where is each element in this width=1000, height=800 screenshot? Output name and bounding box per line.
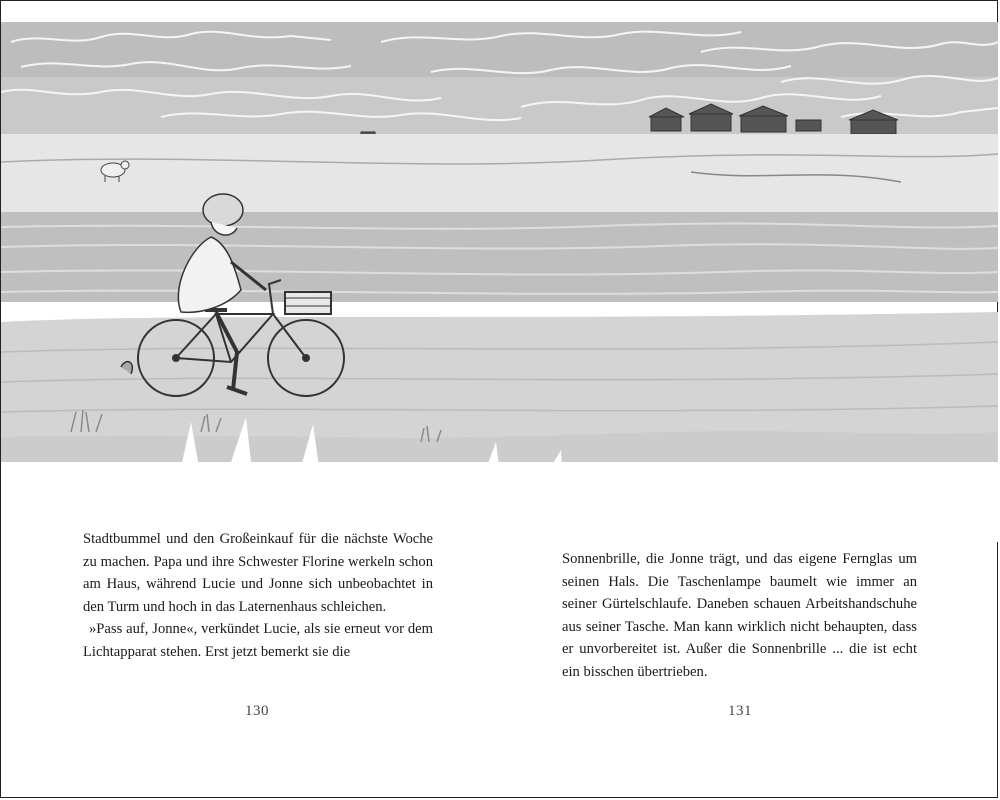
page-number-right: 131 [728,703,752,719]
paragraph: Sonnenbrille, die Jonne trägt, und das eigene Fernglas um seinen Hals. Die Taschenlampe baumelt wie immer an seiner Gürtelschlaufe. Daneben schauen Arbeitshandschuhe aus seiner Tasche. Man kann wirklich nicht behaupten, dass er unvorbereitet ist. Außer die Sonnenbrille ... die ist echt ein bisschen übertrieben. [562,551,917,680]
illustration-girl-on-bicycle [1,22,998,542]
left-page-text [83,528,433,663]
paragraph: Stadtbummel und den Großeinkauf für die nächste Woche zu machen. Papa und ihre Schwester Florine werkeln schon am Haus, während Lucie und Jonne sich unbeobachtet in den Turm und hoch in das Laternenhaus schleichen. [83,531,433,615]
page-number-left: 130 [245,703,269,719]
paragraph: »Pass auf, Jonne«, verkündet Lucie, als sie erneut vor dem Lichtapparat stehen. Erst jetzt bemerkt sie die [83,621,433,660]
right-page-text [562,548,917,683]
